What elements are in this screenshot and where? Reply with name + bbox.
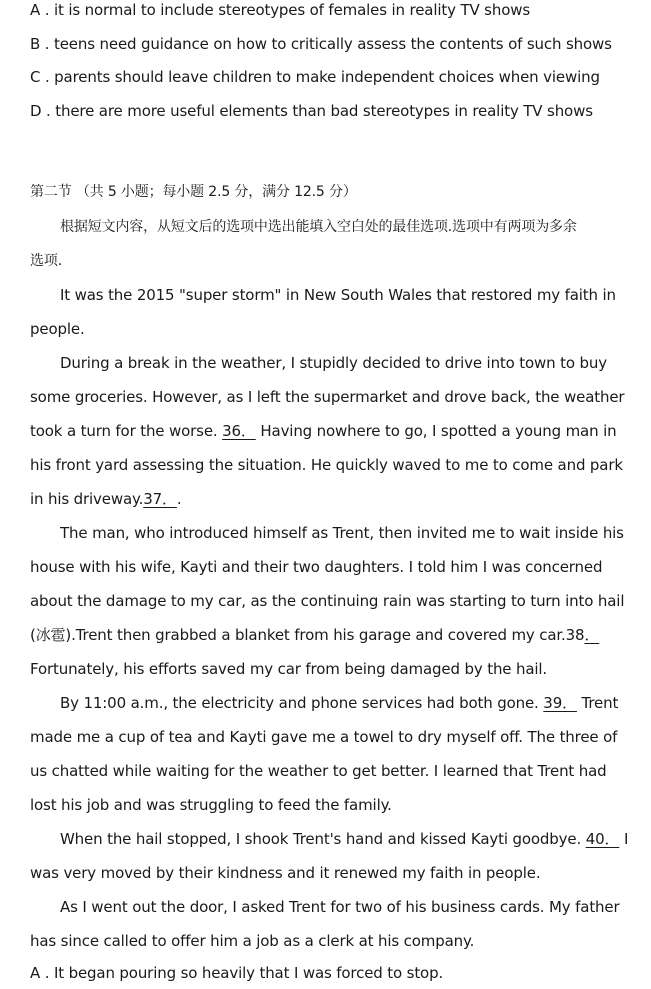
option-d-prev: D . there are more useful elements than bad stereotypes in reality TV shows (30, 102, 593, 120)
passage-line (30, 489, 637, 509)
section-heading: 第二节 （共 5 小题；每小题 2.5 分，满分 12.5 分） (30, 184, 357, 200)
blank-39: 39． (543, 694, 577, 712)
passage-line: made me a cup of tea and Kayti gave me a towel to dry myself off. The three of (30, 728, 618, 746)
passage-text: Having nowhere to go, I spotted a young man in (255, 422, 617, 440)
passage-line (30, 421, 637, 441)
passage-line: people. (30, 320, 85, 338)
passage-line: As I went out the door, I asked Trent for two of his business cards. My father (60, 898, 620, 916)
passage-text: By 11:00 a.m., the electricity and phone services had both gone. (60, 694, 544, 712)
blank-36: 36． (222, 422, 256, 440)
passage-line: Fortunately, his efforts saved my car from being damaged by the hail. (30, 660, 548, 678)
passage-line (60, 693, 637, 713)
passage-text: took a turn for the worse. (30, 422, 223, 440)
passage-line: lost his job and was struggling to feed the family. (30, 796, 392, 814)
option-c-prev: C . parents should leave children to make independent choices when viewing (30, 68, 600, 86)
passage-text: . (176, 490, 182, 508)
blank-40: 40． (585, 830, 620, 848)
instruction-line-1: 根据短文内容，从短文后的选项中选出能填入空白处的最佳选项.选项中有两项为多余 (60, 219, 577, 235)
passage-line: house with his wife, Kayti and their two daughters. I told him I was concerned (30, 558, 603, 576)
passage-line: has since called to offer him a job as a clerk at his company. (30, 932, 475, 950)
blank-38: ． (584, 626, 600, 644)
passage-line: During a break in the weather, I stupidly decided to drive into town to buy (60, 354, 607, 372)
passage-text: in his driveway. (30, 490, 144, 508)
option-a-next: A . It began pouring so heavily that I was forced to stop. (30, 964, 444, 982)
passage-line: us chatted while waiting for the weather to get better. I learned that Trent had (30, 762, 607, 780)
passage-line: The man, who introduced himself as Trent, then invited me to wait inside his (60, 524, 624, 542)
instruction-line-2: 选项. (30, 253, 63, 269)
passage-text: Trent (576, 694, 619, 712)
passage-text: When the hail stopped, I shook Trent's hand and kissed Kayti goodbye. (60, 830, 586, 848)
blank-37: 37． (143, 490, 177, 508)
passage-line: It was the 2015 "super storm" in New South Wales that restored my faith in (60, 286, 616, 304)
passage-text: I (619, 830, 629, 848)
passage-line: his front yard assessing the situation. He quickly waved to me to come and park (30, 456, 623, 474)
passage-line: was very moved by their kindness and it renewed my faith in people. (30, 864, 541, 882)
passage-line (60, 829, 637, 849)
passage-line: about the damage to my car, as the continuing rain was starting to turn into hail (30, 592, 625, 610)
option-a-prev: A . it is normal to include stereotypes of females in reality TV shows (30, 1, 531, 19)
option-b-prev: B . teens need guidance on how to critically assess the contents of such shows (30, 35, 612, 53)
passage-line (30, 625, 637, 645)
passage-text: (冰雹).Trent then grabbed a blanket from his garage and covered my car.38 (30, 626, 585, 644)
passage-line: some groceries. However, as I left the supermarket and drove back, the weather (30, 388, 625, 406)
